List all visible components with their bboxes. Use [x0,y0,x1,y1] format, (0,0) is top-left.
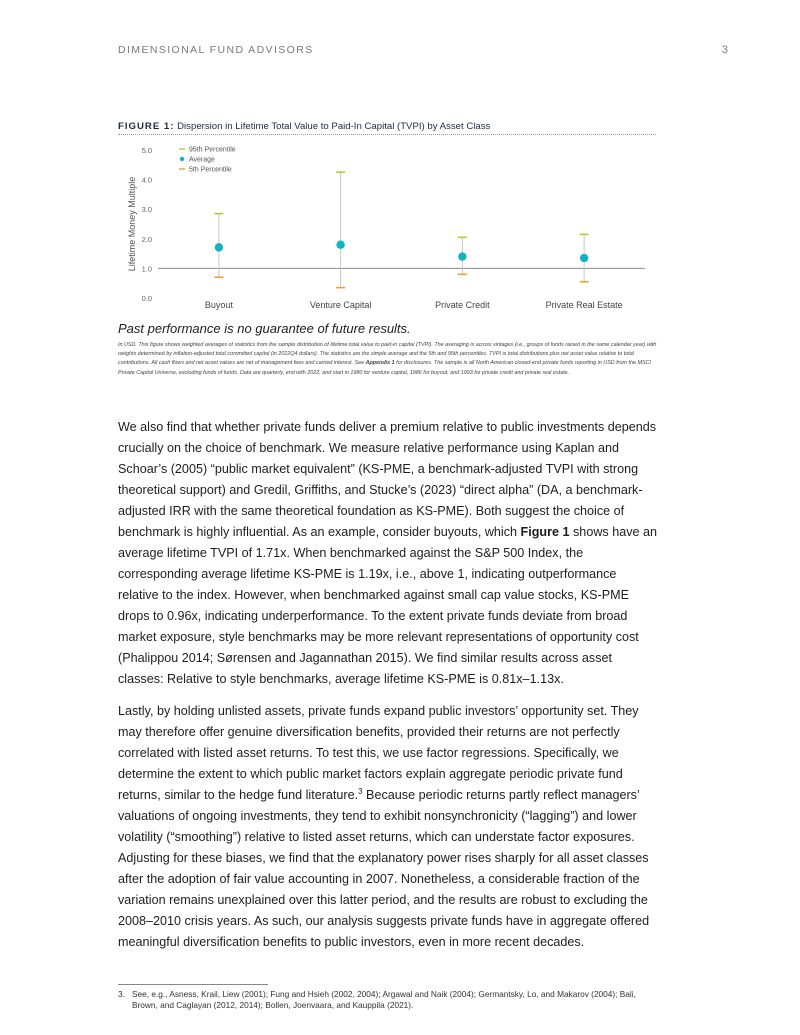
body-paragraph-1 [118,417,660,690]
y-tick-label: 2.0 [141,234,152,244]
x-tick-label: Private Credit [435,300,490,310]
paragraph-2-part-b: Because periodic returns partly reflect managers’ valuations of ongoing investments, they tend to exhibit nonsynchronicity (“lagging”) and lower volatility (“smoothing”) relative to listed asset returns, which can understate factor exposures. Adjusting for these biases, we find that the explanatory power rises sharply for all asset classes after the adoption of fair value accounting in 2007. Nonetheless, a considerable fraction of the variation remains unexplained over this latter period, and the results are robust to excluding the 2008–2010 crisis years. As such, our analysis suggests private funds have in aggregate offered meaningful diversification benefits to public investors, even in more recent decades. [118,788,650,949]
tvpi-dispersion-chart [118,140,658,318]
footnote-divider [118,984,268,985]
figure-note-part-a: In USD. This figure shows weighted averages of statistics from the sample distribution of lifetime total value to paid-in capital (TVPI). The averaging is across vintages (i.e., groups of funds raised in the same calendar year) with weights determined by inflation-adjusted total committed capital (in 2022Q4 dollars). The statistics are the simple average and the 5th and 95th percentiles. TVPI is total distributions plus net asset value relative to total contributions. All cash flows and net asset values are net of management fees and carried interest. See [118,342,657,367]
y-tick-label: 4.0 [141,175,152,185]
chart-legend [179,147,236,174]
figure-divider [118,134,656,135]
y-tick-label: 0.0 [141,294,152,303]
figure-title-text: Dispersion in Lifetime Total Value to Paid-In Capital (TVPI) by Asset Class [177,121,491,132]
footnote-number: 3. [118,989,125,999]
y-tick-label: 1.0 [141,264,152,274]
y-tick-label: 3.0 [141,205,152,215]
average-point [580,254,588,262]
running-header [118,44,728,60]
footnote [118,989,660,1011]
x-tick-label: Private Real Estate [545,300,623,310]
average-point [458,252,466,260]
x-tick-label: Buyout [204,300,233,310]
body-paragraph-2 [118,701,660,953]
figure-note [118,341,658,378]
figure-title [118,121,658,132]
legend-average-label: Average [189,156,215,164]
past-performance-disclaimer: Past performance is no guarantee of future results. [118,321,411,336]
figure-1-reference: Figure 1 [520,525,570,539]
paragraph-1-part-b: shows have an average lifetime TVPI of 1.71x. When benchmarked against the S&P 500 Index, the corresponding average lifetime KS-PME is 1.19x, i.e., above 1, indicating outperformance relative to the index. However, when benchmarked against small cap value stocks, KS-PME drops to 0.96x, indicating underperformance. To the extent private funds deviate from broad market exposure, style benchmarks may be more relevant representations of opportunity cost (Phalippou 2014; Sørensen and Jagannathan 2015). We find similar results across asset classes: Relative to style benchmarks, average lifetime KS-PME is 0.81x–1.13x. [118,525,658,686]
footnote-text: See, e.g., Asness, Krail, Liew (2001); Fung and Hsieh (2002, 2004); Argawal and Naik (2004); Germantsky, Lo, and Makarov (2004); Bali, Brown, and Caglayan (2012, 2014); Bollen, Joenvaara, and Kauppila (2021). [132,989,636,1010]
legend-p5-label: 5th Percentile [189,166,232,174]
average-point [215,243,223,251]
y-axis-label: Lifetime Money Multiple [127,176,137,272]
footnote-reference-3: 3 [358,786,363,796]
paragraph-2-part-a: Lastly, by holding unlisted assets, private funds expand public investors’ opportunity set. They may therefore offer genuine diversification benefits, provided their returns are not perfectly correlated with listed asset returns. To test this, we use factor regressions. Specifically, we determine the extent to which public market factors explain aggregate periodic private fund returns, similar to the hedge fund literature. [118,704,639,802]
paragraph-1-part-a: We also find that whether private funds deliver a premium relative to public investments depends crucially on the choice of benchmark. We measure relative performance using Kaplan and Schoar’s (2005) “public market equivalent” (KS-PME, a benchmark-adjusted TVPI with strong theoretical support) and Gredil, Griffiths, and Stucke’s (2023) “direct alpha” (DA, a benchmark-adjusted IRR with the same theoretical foundation as KS-PME). Both suggest the choice of benchmark is highly influential. As an example, consider buyouts, which [118,420,657,539]
figure-note-part-b: for disclosures. The sample is all North American closed-end private funds reporting in USD from the MSCI Private Capital Universe, excluding funds of funds. Data are quarterly, end with 2022, and start in 1980 for venture capital, 1986 for buyout, and 1993 for private credit and private real estate. [118,360,651,376]
x-tick-label: Venture Capital [309,300,372,310]
appendix-reference: Appendix 1 [365,360,395,367]
average-point [336,241,344,249]
legend-p95-label: 95th Percentile [189,146,236,154]
legend-average-swatch [180,157,184,161]
figure-label: FIGURE 1: [118,121,175,132]
header-org: DIMENSIONAL FUND ADVISORS [118,44,314,56]
page-number: 3 [721,44,728,56]
y-tick-label: 5.0 [141,146,152,155]
